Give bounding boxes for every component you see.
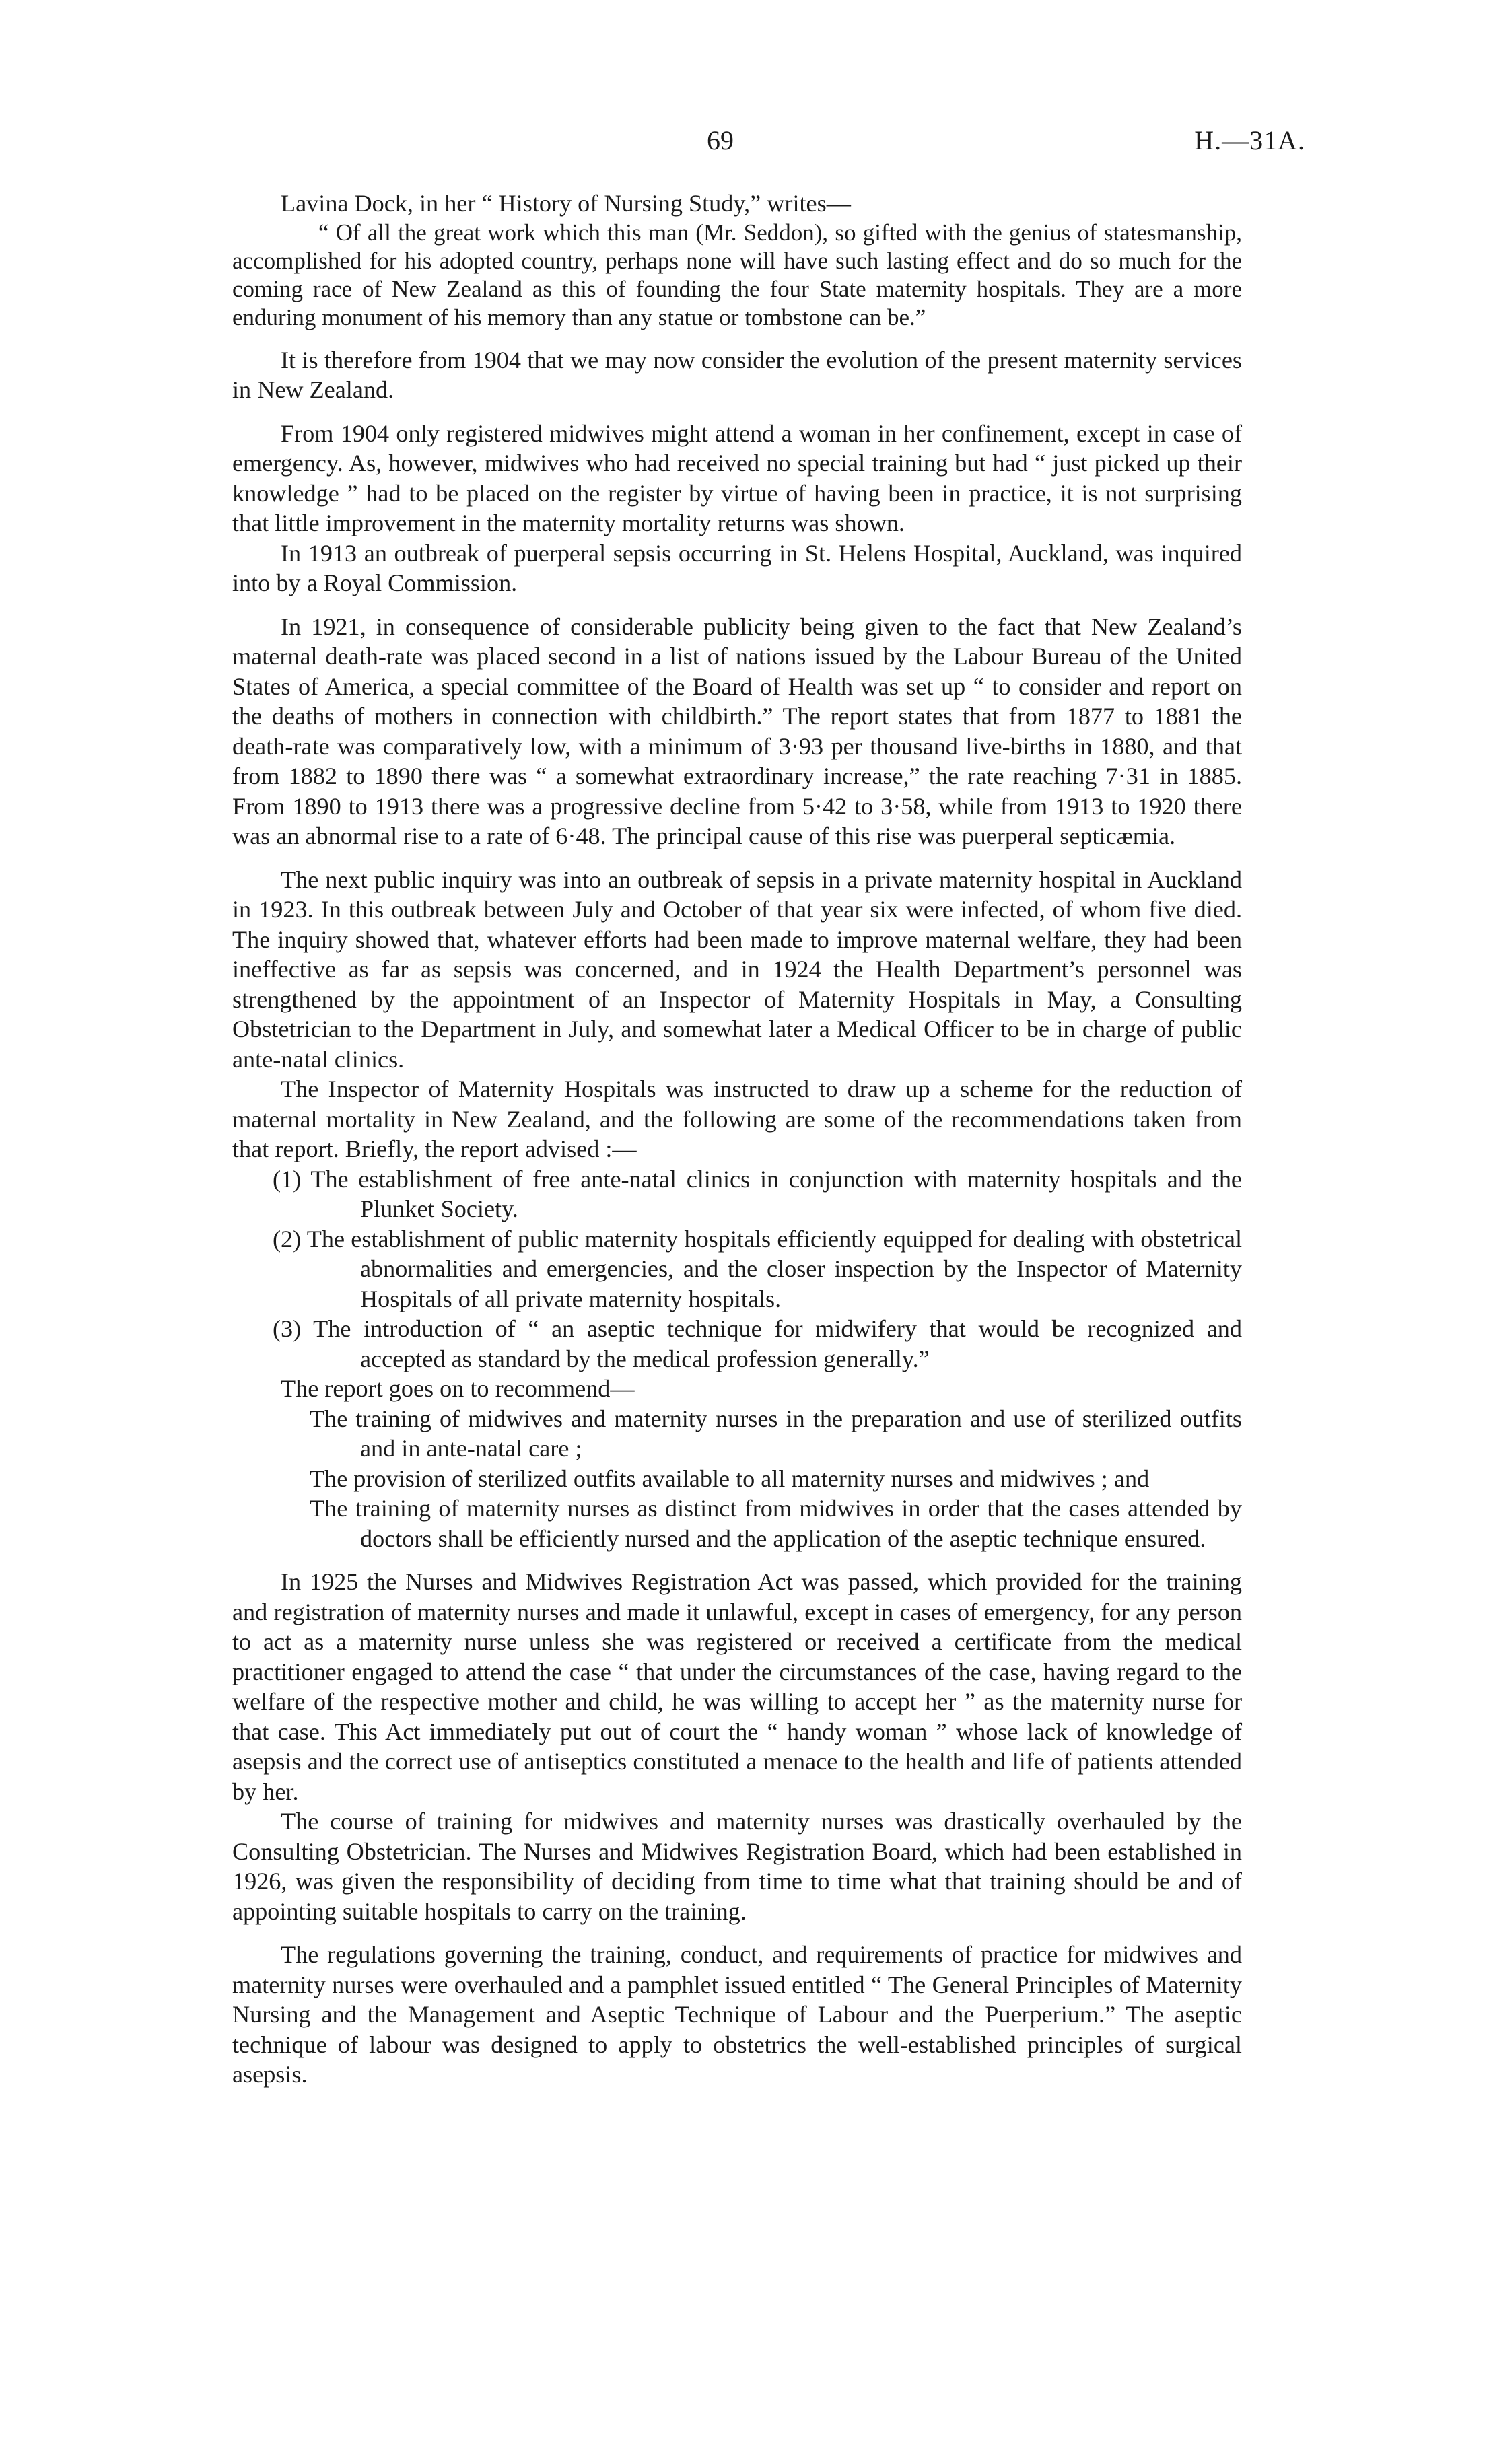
recommendation-item: (3) The introduction of “ an aseptic technique for midwifery that would be recognized and accepted as standard by the medical profession generally.” [273, 1315, 1242, 1372]
paragraph-intro: Lavina Dock, in her “ History of Nursing Study,” writes— [281, 190, 851, 217]
sub-recommendation: The provision of sterilized outfits available to all maternity nurses and midwives ; and [310, 1465, 1150, 1492]
paragraph: The Inspector of Maternity Hospitals was instructed to draw up a scheme for the reduction of maternal mortality in New Zealand, and the following are some of the recommendations taken from that report. Briefly, the report advised :— [232, 1076, 1242, 1162]
paragraph: In 1921, in consequence of considerable publicity being given to the fact that New Zealand’s maternal death-rate was placed second in a list of nations issued by the Labour Bureau of the United States of America, a special committee of the Board of Health was set up “ to consider and report on the deaths of mothers in connection with childbirth.” The report states that from 1877 to 1881 the death-rate was comparatively low, with a minimum of 3·93 per thousand live-births in 1880, and that from 1882 to 1890 there was “ a somewhat extraordinary increase,” the rate reaching 7·31 in 1885. From 1890 to 1913 there was a progressive decline from 5·42 to 3·58, while from 1913 to 1920 there was an abnormal rise to a rate of 6·48. The principal cause of this rise was puerperal septicæmia. [232, 612, 1242, 849]
block-quote: “ Of all the great work which this man (Mr. Seddon), so gifted with the genius of statesmanship, accomplished for his adopted country, perhaps none will have such lasting effect and do so much for the coming race of New Zealand as this of founding the four State maternity hospitals. They are a more enduring monument of his memory than any statue or tombstone can be.” [232, 219, 1242, 330]
recommendation-item: (1) The establishment of free ante-natal clinics in conjunction with maternity hospitals and the Plunket Society. [273, 1165, 1242, 1222]
paragraph: From 1904 only registered midwives might attend a woman in her confinement, except in case of emergency. As, however, midwives who had received no special training but had “ just picked up their knowledge ” had to be placed on the register by virtue of having been in practice, it is not surprising that little improvement in the maternity mortality returns was shown. [232, 419, 1242, 536]
document-reference: H.—31A. [1194, 125, 1305, 155]
paragraph: In 1925 the Nurses and Midwives Registration Act was passed, which provided for the training and registration of maternity nurses and made it unlawful, except in cases of emergency, for any person to act as a maternity nurse unless she was registered or received a certificate from the medical practitioner engaged to attend the case “ that under the circumstances of the case, having regard to the welfare of the respective mother and child, he was willing to accept her ” as the maternity nurse for that case. This Act immediately put out of court the “ handy woman ” whose lack of knowledge of asepsis and the correct use of antiseptics constituted a menace to the health and life of patients attended by her. [232, 1568, 1242, 1805]
recommendation-item: (2) The establishment of public maternity hospitals efficiently equipped for dealing with obstetrical abnormalities and emergencies, and the closer inspection by the Inspector of Maternity Hospitals of all private maternity hospitals. [273, 1225, 1242, 1312]
page-body [232, 188, 1242, 2090]
paragraph: The regulations governing the training, conduct, and requirements of practice for midwives and maternity nurses were overhauled and a pamphlet issued entitled “ The General Principles of Maternity Nursing and the Management and Aseptic Technique of Labour and the Puerperium.” The aseptic technique of labour was designed to apply to obstetrics the well-established principles of surgical asepsis. [232, 1941, 1242, 2088]
page-number: 69 [707, 125, 734, 155]
sub-recommendation: The training of maternity nurses as distinct from midwives in order that the cases attended by doctors shall be efficiently nursed and the application of the aseptic technique ensured. [310, 1495, 1242, 1552]
sub-recommendation: The training of midwives and maternity nurses in the preparation and use of sterilized outfits and in ante-natal care ; [310, 1405, 1242, 1462]
paragraph: In 1913 an outbreak of puerperal sepsis occurring in St. Helens Hospital, Auckland, was inquired into by a Royal Commission. [232, 539, 1242, 596]
paragraph: It is therefore from 1904 that we may now consider the evolution of the present maternity services in New Zealand. [232, 346, 1242, 403]
paragraph: The next public inquiry was into an outbreak of sepsis in a private maternity hospital in Auckland in 1923. In this outbreak between July and October of that year six were infected, of whom five died. The inquiry showed that, whatever efforts had been made to improve maternal welfare, they had been ineffective as far as sepsis was concerned, and in 1924 the Health Department’s personnel was strengthened by the appointment of an Inspector of Maternity Hospitals in May, a Consulting Obstetrician to the Department in July, and somewhat later a Medical Officer to be in charge of public ante-natal clinics. [232, 866, 1242, 1073]
paragraph: The report goes on to recommend— [281, 1375, 635, 1402]
paragraph: The course of training for midwives and maternity nurses was drastically overhauled by the Consulting Obstetrician. The Nurses and Midwives Registration Board, which had been established in 1926, was given the responsibility of deciding from time to time what that training should be and of appointing suitable hospitals to carry on the training. [232, 1808, 1242, 1925]
page-header [0, 125, 1487, 165]
